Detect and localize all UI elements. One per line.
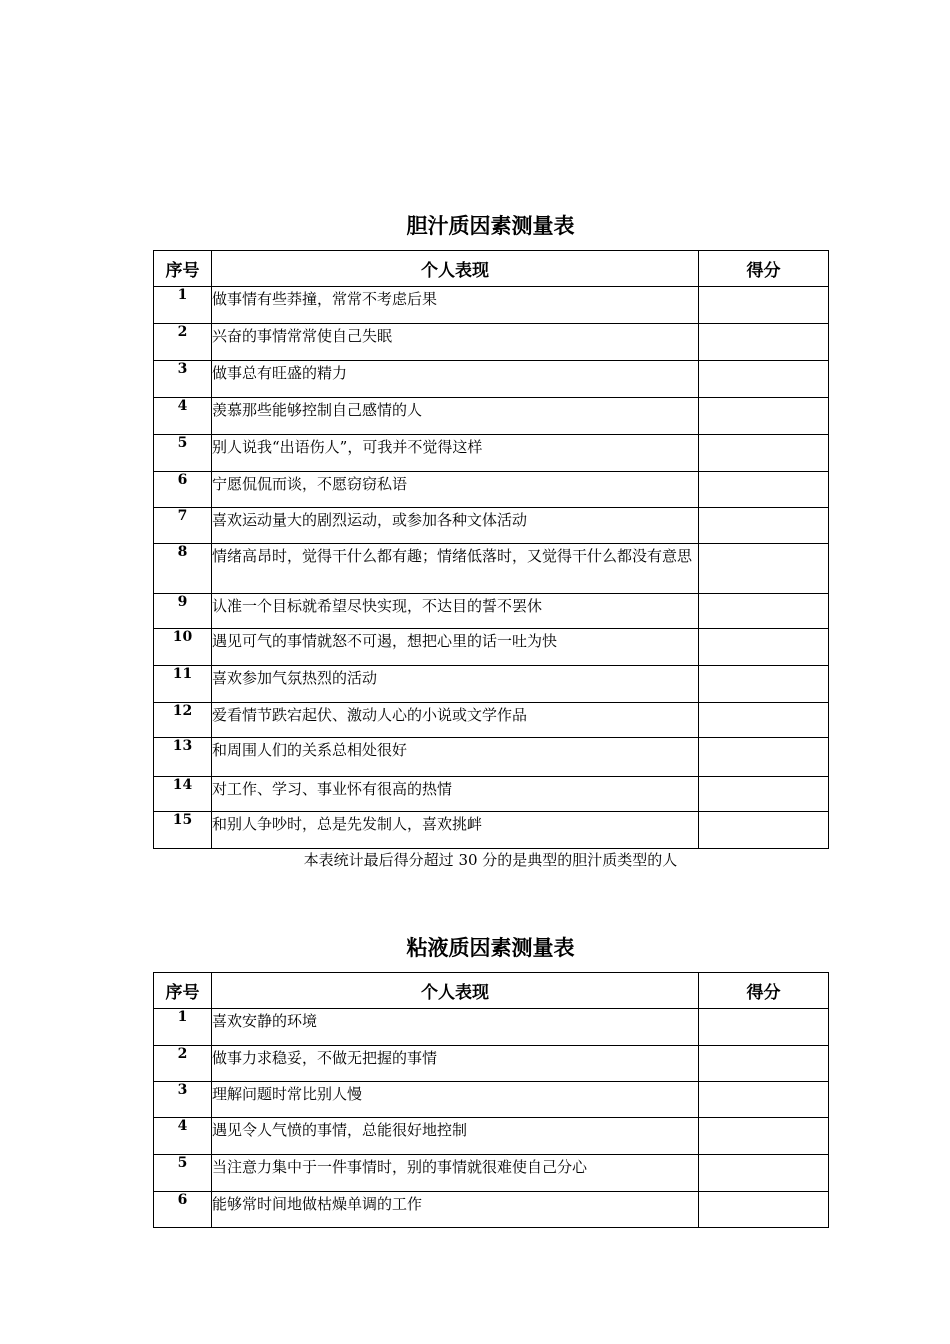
- table1-title: 胆汁质因素测量表: [406, 213, 575, 238]
- score-cell[interactable]: [699, 629, 829, 666]
- row-description: 爱看情节跌宕起伏、激动人心的小说或文学作品: [212, 703, 699, 738]
- table-row: [154, 398, 829, 435]
- table-header-row: [154, 973, 829, 1009]
- table2-title: 粘液质因素测量表: [406, 935, 575, 960]
- score-cell[interactable]: [699, 594, 829, 629]
- row-number: 7: [154, 508, 212, 544]
- score-cell[interactable]: [699, 703, 829, 738]
- row-description: 对工作、学习、事业怀有很高的热情: [212, 777, 699, 812]
- row-description: 当注意力集中于一件事情时，别的事情就很难使自己分心: [212, 1155, 699, 1192]
- row-description: 和别人争吵时，总是先发制人，喜欢挑衅: [212, 812, 699, 849]
- row-description: 做事总有旺盛的精力: [212, 361, 699, 398]
- table-row: [154, 738, 829, 777]
- row-number: 1: [154, 1009, 212, 1046]
- row-description: 喜欢参加气氛热烈的活动: [212, 666, 699, 703]
- table-header-row: [154, 251, 829, 287]
- table-row: [154, 472, 829, 508]
- row-number: 2: [154, 324, 212, 361]
- score-cell[interactable]: [699, 398, 829, 435]
- table-row: [154, 812, 829, 849]
- row-number: 15: [154, 812, 212, 849]
- row-number: 10: [154, 629, 212, 666]
- row-description: 遇见令人气愤的事情，总能很好地控制: [212, 1118, 699, 1155]
- score-cell[interactable]: [699, 1155, 829, 1192]
- table-row: [154, 1155, 829, 1192]
- row-number: 6: [154, 472, 212, 508]
- row-description: 能够常时间地做枯燥单调的工作: [212, 1192, 699, 1228]
- row-number: 8: [154, 544, 212, 594]
- score-cell[interactable]: [699, 287, 829, 324]
- table1-note: 本表统计最后得分超过 30 分的是典型的胆汁质类型的人: [303, 851, 678, 869]
- table-row: [154, 666, 829, 703]
- table-row: [154, 1082, 829, 1118]
- choleric-scale-table: [153, 250, 829, 849]
- table-row: [154, 544, 829, 594]
- row-description: 遇见可气的事情就怒不可遏，想把心里的话一吐为快: [212, 629, 699, 666]
- header-no: 序号: [154, 251, 212, 287]
- row-number: 9: [154, 594, 212, 629]
- score-cell[interactable]: [699, 777, 829, 812]
- row-description: 做事情有些莽撞，常常不考虑后果: [212, 287, 699, 324]
- header-score: 得分: [699, 251, 829, 287]
- header-score: 得分: [699, 973, 829, 1009]
- header-desc: 个人表现: [212, 251, 699, 287]
- row-description: 和周围人们的关系总相处很好: [212, 738, 699, 777]
- row-description: 喜欢运动量大的剧烈运动，或参加各种文体活动: [212, 508, 699, 544]
- score-cell[interactable]: [699, 1192, 829, 1228]
- header-no: 序号: [154, 973, 212, 1009]
- table-row: [154, 594, 829, 629]
- score-cell[interactable]: [699, 738, 829, 777]
- row-description: 理解问题时常比别人慢: [212, 1082, 699, 1118]
- row-number: 13: [154, 738, 212, 777]
- row-number: 11: [154, 666, 212, 703]
- score-cell[interactable]: [699, 1009, 829, 1046]
- score-cell[interactable]: [699, 544, 829, 594]
- table-row: [154, 1118, 829, 1155]
- score-cell[interactable]: [699, 508, 829, 544]
- table-row: [154, 1192, 829, 1228]
- row-number: 3: [154, 361, 212, 398]
- row-description: 喜欢安静的环境: [212, 1009, 699, 1046]
- table-row: [154, 361, 829, 398]
- phlegmatic-scale-table: [153, 972, 829, 1228]
- score-cell[interactable]: [699, 435, 829, 472]
- score-cell[interactable]: [699, 472, 829, 508]
- row-description: 别人说我“出语伤人”，可我并不觉得这样: [212, 435, 699, 472]
- table-row: [154, 508, 829, 544]
- table-row: [154, 777, 829, 812]
- row-number: 2: [154, 1046, 212, 1082]
- score-cell[interactable]: [699, 1118, 829, 1155]
- row-number: 12: [154, 703, 212, 738]
- row-number: 4: [154, 398, 212, 435]
- score-cell[interactable]: [699, 1046, 829, 1082]
- row-number: 1: [154, 287, 212, 324]
- row-description: 宁愿侃侃而谈，不愿窃窃私语: [212, 472, 699, 508]
- row-description: 情绪高昂时，觉得干什么都有趣；情绪低落时，又觉得干什么都没有意思: [212, 544, 699, 594]
- row-number: 4: [154, 1118, 212, 1155]
- row-number: 6: [154, 1192, 212, 1228]
- table-row: [154, 435, 829, 472]
- header-desc: 个人表现: [212, 973, 699, 1009]
- row-number: 14: [154, 777, 212, 812]
- score-cell[interactable]: [699, 324, 829, 361]
- row-description: 兴奋的事情常常使自己失眠: [212, 324, 699, 361]
- table-row: [154, 1009, 829, 1046]
- row-description: 羡慕那些能够控制自己感情的人: [212, 398, 699, 435]
- score-cell[interactable]: [699, 812, 829, 849]
- table-row: [154, 1046, 829, 1082]
- table-row: [154, 703, 829, 738]
- table-row: [154, 324, 829, 361]
- table-row: [154, 629, 829, 666]
- score-cell[interactable]: [699, 666, 829, 703]
- row-number: 5: [154, 435, 212, 472]
- row-description: 做事力求稳妥，不做无把握的事情: [212, 1046, 699, 1082]
- row-description: 认准一个目标就希望尽快实现，不达目的誓不罢休: [212, 594, 699, 629]
- row-number: 3: [154, 1082, 212, 1118]
- score-cell[interactable]: [699, 1082, 829, 1118]
- table-row: [154, 287, 829, 324]
- score-cell[interactable]: [699, 361, 829, 398]
- row-number: 5: [154, 1155, 212, 1192]
